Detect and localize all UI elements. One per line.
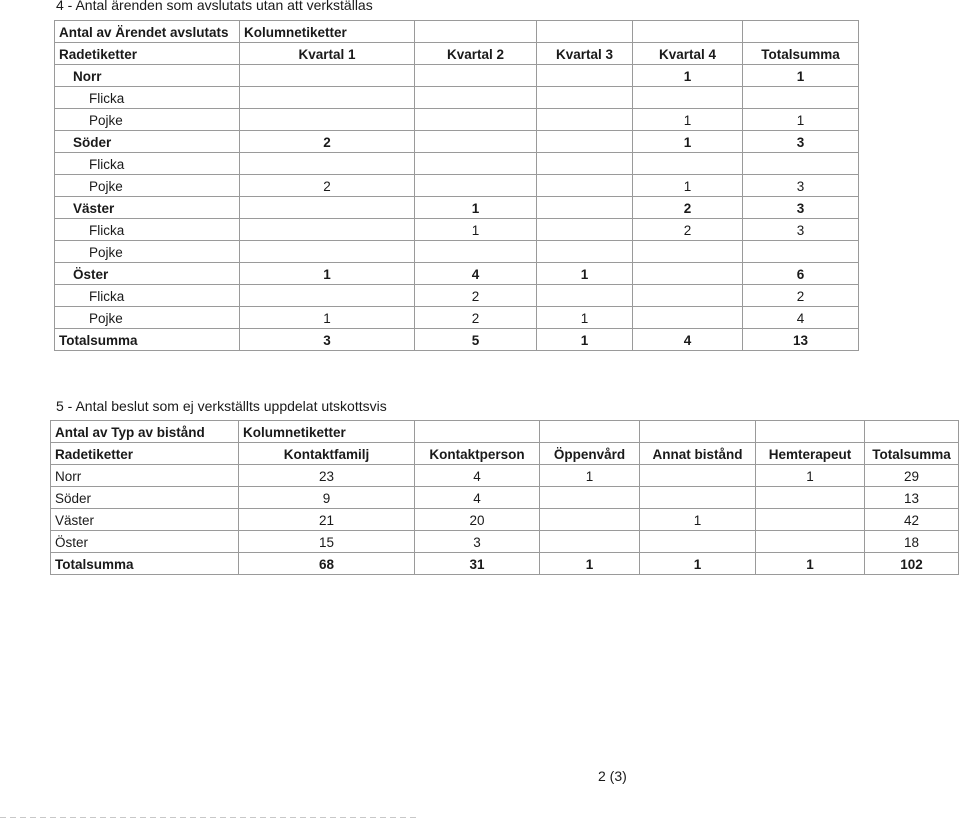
value-cell — [415, 87, 537, 109]
value-cell — [537, 65, 633, 87]
column-header: Kontaktperson — [415, 443, 540, 465]
value-cell — [640, 465, 756, 487]
column-header: Kvartal 1 — [240, 43, 415, 65]
value-cell: 3 — [743, 197, 859, 219]
value-cell — [537, 131, 633, 153]
page-number: 2 (3) — [598, 768, 627, 784]
data-row — [51, 465, 959, 487]
value-cell — [240, 285, 415, 307]
total-value: 1 — [640, 553, 756, 575]
column-labels-header: Kolumnetiketter — [239, 421, 415, 443]
value-cell — [537, 109, 633, 131]
total-label: Totalsumma — [55, 329, 240, 351]
value-cell: 4 — [415, 465, 540, 487]
group-row — [55, 131, 859, 153]
value-cell: 4 — [415, 487, 540, 509]
value-cell: 1 — [640, 509, 756, 531]
value-cell: 1 — [743, 65, 859, 87]
value-cell: 1 — [756, 465, 865, 487]
value-cell: 1 — [240, 263, 415, 285]
subgroup-row — [55, 87, 859, 109]
group-row — [55, 197, 859, 219]
value-cell: 2 — [240, 175, 415, 197]
row-label: Flicka — [55, 219, 240, 241]
value-cell — [537, 87, 633, 109]
empty-header-cell — [633, 21, 743, 43]
row-label: Pojke — [55, 307, 240, 329]
value-cell: 3 — [743, 219, 859, 241]
value-cell — [415, 175, 537, 197]
total-value: 31 — [415, 553, 540, 575]
value-cell: 2 — [240, 131, 415, 153]
value-cell: 4 — [743, 307, 859, 329]
value-cell — [240, 153, 415, 175]
value-cell — [640, 487, 756, 509]
value-cell: 2 — [633, 197, 743, 219]
row-label: Pojke — [55, 241, 240, 263]
column-header-row — [55, 43, 859, 65]
row-label: Söder — [55, 131, 240, 153]
value-cell — [240, 197, 415, 219]
value-cell — [743, 87, 859, 109]
value-cell — [540, 531, 640, 553]
value-cell: 1 — [415, 219, 537, 241]
value-cell: 2 — [415, 285, 537, 307]
row-labels-header: Radetiketter — [55, 43, 240, 65]
value-cell: 1 — [415, 197, 537, 219]
value-cell: 1 — [633, 175, 743, 197]
value-cell — [633, 285, 743, 307]
row-label: Pojke — [55, 175, 240, 197]
value-cell — [537, 175, 633, 197]
section5-title: 5 - Antal beslut som ej verkställts uppdelat utskottsvis — [56, 398, 387, 414]
column-header: Hemterapeut — [756, 443, 865, 465]
pivot-table-section4 — [54, 20, 859, 351]
column-header: Totalsumma — [865, 443, 959, 465]
value-cell — [537, 219, 633, 241]
total-value: 102 — [865, 553, 959, 575]
pivot-value-label: Antal av Ärendet avslutats — [55, 21, 240, 43]
value-cell — [415, 131, 537, 153]
total-value: 5 — [415, 329, 537, 351]
data-row — [51, 531, 959, 553]
subgroup-row — [55, 285, 859, 307]
column-labels-header: Kolumnetiketter — [240, 21, 415, 43]
value-cell — [537, 285, 633, 307]
value-cell — [633, 241, 743, 263]
value-cell — [240, 109, 415, 131]
total-value: 1 — [537, 329, 633, 351]
value-cell — [756, 531, 865, 553]
value-cell: 4 — [415, 263, 537, 285]
empty-header-cell — [537, 21, 633, 43]
value-cell: 23 — [239, 465, 415, 487]
value-cell — [537, 153, 633, 175]
subgroup-row — [55, 175, 859, 197]
value-cell: 6 — [743, 263, 859, 285]
value-cell — [240, 241, 415, 263]
value-cell: 1 — [537, 307, 633, 329]
value-cell: 2 — [633, 219, 743, 241]
total-value: 1 — [756, 553, 865, 575]
group-row — [55, 263, 859, 285]
empty-header-cell — [415, 421, 540, 443]
value-cell — [633, 153, 743, 175]
row-label: Öster — [55, 263, 240, 285]
pivot-value-label: Antal av Typ av bistånd — [51, 421, 239, 443]
column-header: Annat bistånd — [640, 443, 756, 465]
value-cell: 3 — [415, 531, 540, 553]
value-cell — [537, 197, 633, 219]
value-cell — [540, 509, 640, 531]
total-value: 3 — [240, 329, 415, 351]
value-cell — [743, 153, 859, 175]
value-cell: 1 — [743, 109, 859, 131]
value-cell: 2 — [415, 307, 537, 329]
total-value: 13 — [743, 329, 859, 351]
value-cell: 21 — [239, 509, 415, 531]
value-cell — [240, 87, 415, 109]
value-cell: 3 — [743, 175, 859, 197]
row-labels-header: Radetiketter — [51, 443, 239, 465]
value-cell: 3 — [743, 131, 859, 153]
header-row — [51, 421, 959, 443]
value-cell — [640, 531, 756, 553]
value-cell — [415, 241, 537, 263]
value-cell — [540, 487, 640, 509]
value-cell: 1 — [633, 65, 743, 87]
row-label: Söder — [51, 487, 239, 509]
pivot-table-section5 — [50, 420, 959, 575]
column-header: Totalsumma — [743, 43, 859, 65]
total-row — [55, 329, 859, 351]
column-header-row — [51, 443, 959, 465]
value-cell — [537, 241, 633, 263]
subgroup-row — [55, 219, 859, 241]
row-label: Flicka — [55, 87, 240, 109]
value-cell: 13 — [865, 487, 959, 509]
value-cell: 18 — [865, 531, 959, 553]
value-cell: 1 — [540, 465, 640, 487]
subgroup-row — [55, 307, 859, 329]
row-label: Flicka — [55, 153, 240, 175]
subgroup-row — [55, 241, 859, 263]
value-cell — [415, 153, 537, 175]
value-cell: 42 — [865, 509, 959, 531]
value-cell — [415, 65, 537, 87]
section4-title: 4 - Antal ärenden som avslutats utan att verkställas — [56, 0, 373, 13]
row-label: Öster — [51, 531, 239, 553]
value-cell: 1 — [633, 109, 743, 131]
empty-header-cell — [640, 421, 756, 443]
value-cell: 1 — [633, 131, 743, 153]
value-cell — [633, 307, 743, 329]
subgroup-row — [55, 153, 859, 175]
value-cell — [633, 87, 743, 109]
value-cell — [415, 109, 537, 131]
value-cell: 20 — [415, 509, 540, 531]
total-label: Totalsumma — [51, 553, 239, 575]
total-value: 4 — [633, 329, 743, 351]
value-cell — [756, 487, 865, 509]
value-cell — [240, 65, 415, 87]
column-header: Kvartal 2 — [415, 43, 537, 65]
value-cell — [743, 241, 859, 263]
empty-header-cell — [756, 421, 865, 443]
row-label: Norr — [51, 465, 239, 487]
row-label: Flicka — [55, 285, 240, 307]
total-value: 1 — [540, 553, 640, 575]
header-row — [55, 21, 859, 43]
column-header: Kontaktfamilj — [239, 443, 415, 465]
column-header: Kvartal 4 — [633, 43, 743, 65]
row-label: Väster — [51, 509, 239, 531]
value-cell — [633, 263, 743, 285]
empty-header-cell — [865, 421, 959, 443]
column-header: Kvartal 3 — [537, 43, 633, 65]
value-cell: 1 — [240, 307, 415, 329]
total-value: 68 — [239, 553, 415, 575]
row-label: Väster — [55, 197, 240, 219]
empty-header-cell — [743, 21, 859, 43]
group-row — [55, 65, 859, 87]
value-cell: 1 — [537, 263, 633, 285]
empty-header-cell — [415, 21, 537, 43]
subgroup-row — [55, 109, 859, 131]
value-cell: 29 — [865, 465, 959, 487]
row-label: Norr — [55, 65, 240, 87]
footer-rule — [0, 817, 420, 818]
value-cell: 2 — [743, 285, 859, 307]
value-cell — [756, 509, 865, 531]
total-row — [51, 553, 959, 575]
row-label: Pojke — [55, 109, 240, 131]
value-cell: 9 — [239, 487, 415, 509]
value-cell: 15 — [239, 531, 415, 553]
value-cell — [240, 219, 415, 241]
data-row — [51, 509, 959, 531]
column-header: Öppenvård — [540, 443, 640, 465]
empty-header-cell — [540, 421, 640, 443]
data-row — [51, 487, 959, 509]
